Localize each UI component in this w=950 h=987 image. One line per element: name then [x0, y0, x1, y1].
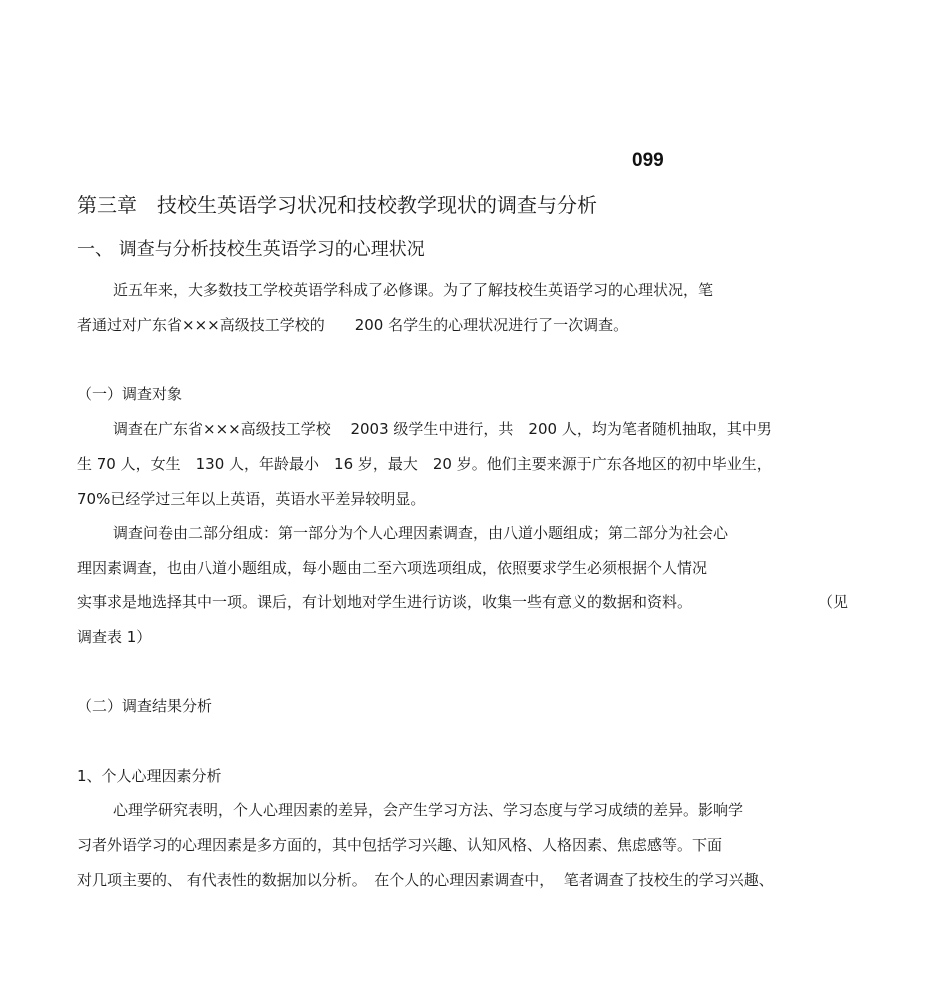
chapter-title: 第三章 技校生英语学习状况和技校教学现状的调查与分析 — [77, 193, 597, 217]
subjects-line-2: 生 70 人，女生 130 人，年龄最小 16 岁，最大 20 岁。他们主要来源于广东各地区的初中毕业生， — [77, 455, 772, 473]
intro-line-1: 近五年来，大多数技工学校英语学科成了必修课。为了了解技校生英语学习的心理状况，笔 — [113, 281, 714, 299]
questionnaire-line-1: 调查问卷由二部分组成：第一部分为个人心理因素调查，由八道小题组成；第二部分为社会心 — [113, 524, 729, 542]
analysis-line-2: 习者外语学习的心理因素是多方面的，其中包括学习兴趣、认知风格、人格因素、焦虑感等。下面 — [77, 836, 723, 854]
questionnaire-line-2: 理因素调查，也由八道小题组成，每小题由二至六项选项组成，依照要求学生必须根据个人情况 — [77, 559, 708, 577]
section-title: 一、 调查与分析技校生英语学习的心理状况 — [77, 239, 425, 260]
questionnaire-line-3: 实事求是地选择其中一项。课后，有计划地对学生进行访谈，收集一些有意义的数据和资料。 — [77, 593, 693, 611]
analysis-line-1: 心理学研究表明，个人心理因素的差异，会产生学习方法、学习态度与学习成绩的差异。影响学 — [113, 801, 744, 819]
questionnaire-line-3-tail: （见 — [818, 593, 849, 611]
subjects-line-1: 调查在广东省×××高级技工学校 2003 级学生中进行，共 200 人，均为笔者随机抽取，其中男 — [113, 420, 772, 438]
questionnaire-line-4: 调查表 1） — [77, 628, 152, 646]
subsection-heading-results-analysis: （二）调查结果分析 — [77, 697, 213, 715]
analysis-line-3: 对几项主要的、 有代表性的数据加以分析。 在个人的心理因素调查中， 笔者调查了技校生的学习兴趣、 — [77, 871, 774, 889]
page-number: 099 — [632, 150, 664, 171]
subsection-heading-survey-subjects: （一）调查对象 — [77, 385, 183, 403]
intro-line-2: 者通过对广东省×××高级技工学校的 200 名学生的心理状况进行了一次调查。 — [77, 316, 629, 334]
item-heading-personal-factors: 1、个人心理因素分析 — [77, 767, 222, 785]
subjects-line-3: 70%已经学过三年以上英语，英语水平差异较明显。 — [77, 490, 426, 508]
